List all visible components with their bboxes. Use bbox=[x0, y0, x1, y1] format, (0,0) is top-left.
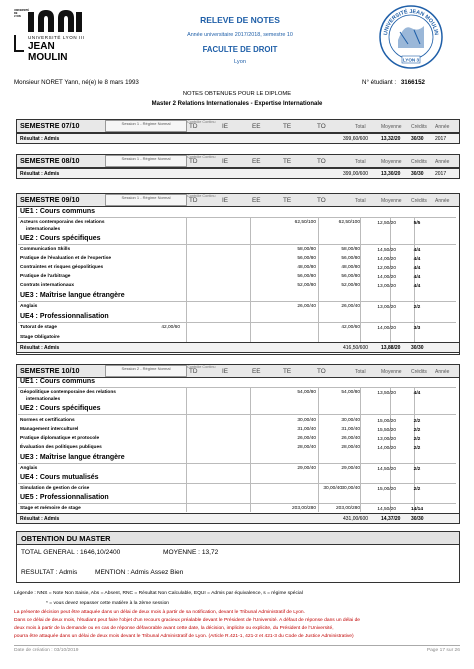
grade-total: 42,00/60 bbox=[341, 325, 360, 330]
col-ee: EE bbox=[252, 123, 261, 130]
grade-total: 26,00/40 bbox=[341, 304, 360, 309]
col-ie: IE bbox=[222, 197, 229, 204]
course-label: Contraintes et risques géopolitiques bbox=[20, 265, 104, 270]
result-total: 399,00/600 bbox=[343, 170, 369, 177]
grade-moyenne: 13,00/20 bbox=[377, 305, 396, 310]
logo-bracket-icon bbox=[14, 35, 24, 52]
col-rule bbox=[186, 218, 187, 344]
semester-title: SEMESTRE 09/10 bbox=[20, 195, 80, 204]
grade-ee: 26,00/40 bbox=[297, 304, 316, 309]
semester-title: SEMESTRE 10/10 bbox=[20, 366, 80, 375]
ue-heading: UE1 : Cours communs bbox=[20, 378, 96, 385]
col-rule bbox=[360, 388, 361, 512]
course-label-cont: internationales bbox=[26, 227, 61, 232]
grade-total: 52,00/80 bbox=[341, 283, 360, 288]
col-to: TO bbox=[317, 158, 326, 165]
result-credits: 30/30 bbox=[411, 170, 424, 177]
col-annee: Année bbox=[435, 369, 450, 375]
semester-09-result bbox=[16, 342, 460, 353]
course-label: Simulation de gestion de crise bbox=[20, 486, 90, 491]
col-credits: Crédits bbox=[411, 369, 427, 375]
course-label: Contrats internationaux bbox=[20, 283, 75, 288]
ue-heading: UE4 : Cours mutualisés bbox=[20, 474, 99, 481]
session-regime: Session 2 - Régime Normal bbox=[105, 365, 187, 377]
grade-credits: 4/4 bbox=[413, 266, 421, 271]
grade-ee: 54,00/80 bbox=[297, 390, 316, 395]
result-moyenne: 13,88/20 bbox=[381, 344, 401, 351]
col-total: Total bbox=[355, 159, 366, 165]
col-moyenne: Moyenne bbox=[381, 124, 402, 130]
grade-ee: 58,00/80 bbox=[297, 247, 316, 252]
grade-moyenne: 15,00/20 bbox=[377, 419, 396, 424]
semester-title: SEMESTRE 08/10 bbox=[20, 156, 80, 165]
col-ie: IE bbox=[222, 368, 229, 375]
grade-ee: 26,00/40 bbox=[297, 436, 316, 441]
col-ee: EE bbox=[252, 158, 261, 165]
grade-credits: 4/4 bbox=[413, 284, 421, 289]
course-label-cont: internationales bbox=[26, 397, 61, 402]
result-moyenne: 13,30/20 bbox=[381, 170, 401, 177]
col-te: TE bbox=[283, 158, 292, 165]
col-te: TE bbox=[283, 123, 292, 130]
semester-title: SEMESTRE 07/10 bbox=[20, 121, 80, 130]
grade-ee: 30,00/40 bbox=[297, 418, 316, 423]
grade-credits: 4/4 bbox=[413, 391, 421, 396]
master-resultat: RESULTAT : Admis bbox=[21, 569, 78, 576]
ue-heading: UE4 : Professionnalisation bbox=[20, 313, 109, 320]
grade-credits: 2/2 bbox=[413, 305, 421, 310]
row-divider bbox=[18, 387, 456, 388]
col-annee: Année bbox=[435, 124, 450, 130]
result-annee: 2017 bbox=[435, 170, 447, 177]
grade-credits: 4/4 bbox=[413, 248, 421, 253]
result-total: 416,50/600 bbox=[343, 344, 369, 351]
ue-heading: UE3 : Maîtrise langue étrangère bbox=[20, 454, 125, 461]
city-name: Lyon bbox=[234, 59, 246, 65]
cc-label: Contrôle Continu bbox=[187, 365, 216, 369]
col-td: TD bbox=[189, 368, 198, 375]
course-label: Tutorat de stage bbox=[20, 325, 57, 330]
col-rule bbox=[250, 218, 251, 344]
col-moyenne: Moyenne bbox=[381, 369, 402, 375]
col-total: Total bbox=[355, 124, 366, 130]
cc-label: Contrôle Continu bbox=[187, 120, 216, 124]
course-label: Management interculturel bbox=[20, 427, 79, 432]
page-number: Page 17 sur 26 bbox=[426, 648, 460, 653]
grade-moyenne: 15,00/20 bbox=[377, 487, 396, 492]
grade-moyenne: 14,50/20 bbox=[377, 507, 396, 512]
grade-total: 54,00/80 bbox=[341, 390, 360, 395]
logo-line2: JEAN MOULIN bbox=[28, 41, 68, 63]
col-ie: IE bbox=[222, 158, 229, 165]
course-label: Communication Skills bbox=[20, 247, 71, 252]
semester-07-header bbox=[16, 119, 460, 133]
diploma-name: Master 2 Relations Internationales - Expertise Internationale bbox=[151, 101, 323, 107]
ue-heading: UE1 : Cours communs bbox=[20, 208, 96, 215]
cc-label: Contrôle Continu bbox=[187, 155, 216, 159]
col-total: Total bbox=[355, 198, 366, 204]
row-divider bbox=[18, 322, 456, 323]
creation-date: Date de création : 03/10/2019 bbox=[14, 648, 79, 653]
grade-te: 30,00/40 bbox=[323, 486, 342, 491]
course-label: Stage Obligatoire bbox=[20, 335, 60, 340]
grade-credits: 5/5 bbox=[413, 221, 421, 226]
result-label: Résultat : Admis bbox=[20, 170, 60, 177]
result-total: 431,00/600 bbox=[343, 515, 369, 522]
semester-08-result bbox=[16, 168, 460, 179]
grade-moyenne: 14,00/20 bbox=[377, 446, 396, 451]
col-te: TE bbox=[283, 197, 292, 204]
course-label: Pratique de l'évaluation et de l'expertise bbox=[20, 256, 112, 261]
result-credits: 30/30 bbox=[411, 515, 424, 522]
grade-moyenne: 12,00/20 bbox=[377, 266, 396, 271]
col-annee: Année bbox=[435, 198, 450, 204]
grade-total: 29,00/40 bbox=[341, 466, 360, 471]
grade-total: 62,50/100 bbox=[338, 220, 360, 225]
grade-credits: 3/3 bbox=[413, 326, 421, 331]
result-total: 399,60/600 bbox=[343, 135, 369, 142]
logo-small-text: UNIVERSITÉ DE LYON bbox=[14, 9, 30, 18]
university-seal-icon bbox=[378, 4, 444, 70]
col-ie: IE bbox=[222, 123, 229, 130]
grade-moyenne: 14,50/20 bbox=[377, 248, 396, 253]
col-te: TE bbox=[283, 368, 292, 375]
grade-moyenne: 13,00/20 bbox=[377, 284, 396, 289]
doc-title: RELEVE DE NOTES bbox=[200, 15, 280, 25]
appeal-notice-2: Dans ce délai de deux mois, l'étudiant peut faire l'objet d'un recours gracieux préalable devant le Président de l'Université. A défaut de réponse dans un délai de bbox=[14, 618, 361, 623]
col-credits: Crédits bbox=[411, 124, 427, 130]
row-divider bbox=[18, 483, 456, 484]
grade-credits: 2/2 bbox=[413, 428, 421, 433]
row-divider bbox=[18, 244, 456, 245]
grade-credits: 14/14 bbox=[410, 507, 423, 512]
appeal-notice-3: deux mois à partir de la demande ou en cas de réponse défavorable avant cette date, la décision, implicite ou explicite, du Président de l'Université, bbox=[14, 626, 334, 631]
col-annee: Année bbox=[435, 159, 450, 165]
grade-total: 203,00/280 bbox=[335, 506, 360, 511]
course-label: Stage et mémoire de stage bbox=[20, 506, 81, 511]
result-label: Résultat : Admis bbox=[20, 135, 60, 142]
col-rule bbox=[250, 388, 251, 512]
semester-10-header bbox=[16, 364, 460, 378]
master-moyenne: MOYENNE : 13,72 bbox=[163, 549, 219, 556]
result-moyenne: 13,32/20 bbox=[381, 135, 401, 142]
diploma-heading: NOTES OBTENUES POUR LE DIPLOME bbox=[182, 91, 292, 97]
grade-credits: 2/2 bbox=[413, 437, 421, 442]
course-label: Anglais bbox=[20, 304, 38, 309]
session-regime: Session 1 - Régime Normal bbox=[105, 120, 187, 132]
grade-total: 28,00/40 bbox=[341, 445, 360, 450]
result-annee: 2017 bbox=[435, 135, 447, 142]
grade-moyenne: 14,50/20 bbox=[377, 467, 396, 472]
col-rule bbox=[318, 388, 319, 512]
grade-total: 26,00/40 bbox=[341, 436, 360, 441]
grade-moyenne: 15,50/20 bbox=[377, 428, 396, 433]
col-credits: Crédits bbox=[411, 198, 427, 204]
result-label: Résultat : Admis bbox=[20, 344, 60, 351]
footer-divider bbox=[14, 645, 460, 646]
ue-heading: UE2 : Cours spécifiques bbox=[20, 235, 101, 242]
result-credits: 30/30 bbox=[411, 344, 424, 351]
faculty-name: FACULTE DE DROIT bbox=[202, 45, 278, 54]
master-total: TOTAL GENERAL : 1646,10/2400 bbox=[21, 549, 121, 556]
course-label: Évaluation des politiques publiques bbox=[20, 445, 102, 450]
col-total: Total bbox=[355, 369, 366, 375]
seal-text: UNIVERSITÉ JEAN MOULIN bbox=[383, 8, 439, 36]
grade-ee: 29,00/40 bbox=[297, 466, 316, 471]
col-td: TD bbox=[189, 158, 198, 165]
grade-ee: 56,00/80 bbox=[297, 256, 316, 261]
ue-heading: UE3 : Maîtrise langue étrangère bbox=[20, 292, 125, 299]
grade-ee: 62,50/100 bbox=[294, 220, 316, 225]
col-to: TO bbox=[317, 123, 326, 130]
grade-credits: 2/2 bbox=[413, 487, 421, 492]
grade-moyenne: 14,00/20 bbox=[377, 326, 396, 331]
row-divider bbox=[18, 414, 456, 415]
result-credits: 30/30 bbox=[411, 135, 424, 142]
grade-total: 48,00/80 bbox=[341, 265, 360, 270]
grade-ee: 28,00/40 bbox=[297, 445, 316, 450]
course-label: Acteurs contemporains des relations bbox=[20, 220, 105, 225]
grade-ee: 56,00/80 bbox=[297, 274, 316, 279]
grade-credits: 2/2 bbox=[413, 467, 421, 472]
course-label: Géopolitique contemporaine des relations bbox=[20, 390, 116, 395]
student-id-label: N° étudiant : bbox=[362, 79, 397, 86]
grade-td: 42,00/60 bbox=[161, 325, 180, 330]
ue-heading: UE2 : Cours spécifiques bbox=[20, 405, 101, 412]
semester-08-header bbox=[16, 154, 460, 168]
col-to: TO bbox=[317, 197, 326, 204]
col-credits: Crédits bbox=[411, 159, 427, 165]
row-divider bbox=[18, 463, 456, 464]
grade-ee: 203,00/280 bbox=[291, 506, 316, 511]
col-rule bbox=[360, 218, 361, 344]
grade-total: 31,00/40 bbox=[341, 427, 360, 432]
result-moyenne: 14,37/20 bbox=[381, 515, 401, 522]
session-regime: Session 1 - Régime Normal bbox=[105, 155, 187, 167]
semester-10-result bbox=[16, 513, 460, 524]
grade-moyenne: 12,50/20 bbox=[377, 221, 396, 226]
grade-moyenne: 13,00/20 bbox=[377, 437, 396, 442]
col-td: TD bbox=[189, 123, 198, 130]
grade-total: 30,00/40 bbox=[341, 418, 360, 423]
grade-moyenne: 14,00/20 bbox=[377, 275, 396, 280]
student-name-line: Monsieur NORET Yann, né(e) le 8 mars 1993 bbox=[14, 79, 139, 86]
star-note: * = vous devez repasser cette matière à la 2ème session bbox=[46, 601, 170, 606]
master-heading: OBTENTION DU MASTER bbox=[17, 532, 459, 545]
course-label: Anglais bbox=[20, 466, 38, 471]
grade-total: 56,00/80 bbox=[341, 274, 360, 279]
grade-moyenne: 13,50/20 bbox=[377, 391, 396, 396]
semester-09-header bbox=[16, 193, 460, 207]
appeal-notice-1: La présente décision peut être attaquée dans un délai de deux mois à partir de sa notification, devant le Tribunal Administratif de Lyon. bbox=[14, 610, 305, 615]
seal-city: LYON 3 bbox=[402, 57, 420, 63]
university-logo bbox=[14, 9, 94, 63]
col-td: TD bbox=[189, 197, 198, 204]
logo-line1: UNIVERSITÉ LYON III bbox=[28, 35, 85, 40]
result-label: Résultat : Admis bbox=[20, 515, 60, 522]
grade-ee: 31,00/40 bbox=[297, 427, 316, 432]
col-rule bbox=[186, 388, 187, 512]
course-label: Normes et certifications bbox=[20, 418, 75, 423]
master-mention: MENTION : Admis Assez Bien bbox=[95, 569, 184, 576]
col-moyenne: Moyenne bbox=[381, 159, 402, 165]
grade-total: 58,00/80 bbox=[341, 247, 360, 252]
academic-year: Année universitaire 2017/2018, semestre 10 bbox=[187, 32, 293, 38]
col-to: TO bbox=[317, 368, 326, 375]
appeal-notice-4: pourra être attaquée dans un délai de deux mois devant le Tribunal Administratif de Lyon. (Article R.421-1, 421-2 et 421-3 du Code de Justice Administrative) bbox=[14, 634, 354, 639]
grade-moyenne: 14,00/20 bbox=[377, 257, 396, 262]
grade-credits: 2/2 bbox=[413, 446, 421, 451]
grade-ee: 52,00/80 bbox=[297, 283, 316, 288]
grade-total: 56,00/80 bbox=[341, 256, 360, 261]
grade-credits: 4/4 bbox=[413, 275, 421, 280]
student-id-value: 3166152 bbox=[400, 79, 425, 86]
legend: Légende : NNS = Note Non Saisie, Abs = Absent, RNC = Résultat Non Calculable, EQUI = Admis par équivalence, s = régime spécial bbox=[14, 591, 303, 596]
course-label: Pratique diplomatique et protocole bbox=[20, 436, 100, 441]
row-divider bbox=[18, 503, 456, 504]
row-divider bbox=[18, 217, 456, 218]
grade-credits: 4/4 bbox=[413, 257, 421, 262]
grade-total: 30,00/40 bbox=[341, 486, 360, 491]
col-ee: EE bbox=[252, 197, 261, 204]
ue-heading: UE5 : Professionnalisation bbox=[20, 494, 109, 501]
grade-ee: 48,00/80 bbox=[297, 265, 316, 270]
row-divider bbox=[18, 301, 456, 302]
course-label: Pratique de l'arbitrage bbox=[20, 274, 71, 279]
session-regime: Session 1 - Régime Normal bbox=[105, 194, 187, 206]
master-box bbox=[16, 531, 460, 583]
student-id bbox=[362, 79, 425, 86]
semester-07-result bbox=[16, 133, 460, 144]
cc-label: Contrôle Continu bbox=[187, 194, 216, 198]
grade-credits: 2/2 bbox=[413, 419, 421, 424]
col-moyenne: Moyenne bbox=[381, 198, 402, 204]
col-rule bbox=[318, 218, 319, 344]
col-ee: EE bbox=[252, 368, 261, 375]
logo-jm-icon bbox=[28, 10, 82, 32]
